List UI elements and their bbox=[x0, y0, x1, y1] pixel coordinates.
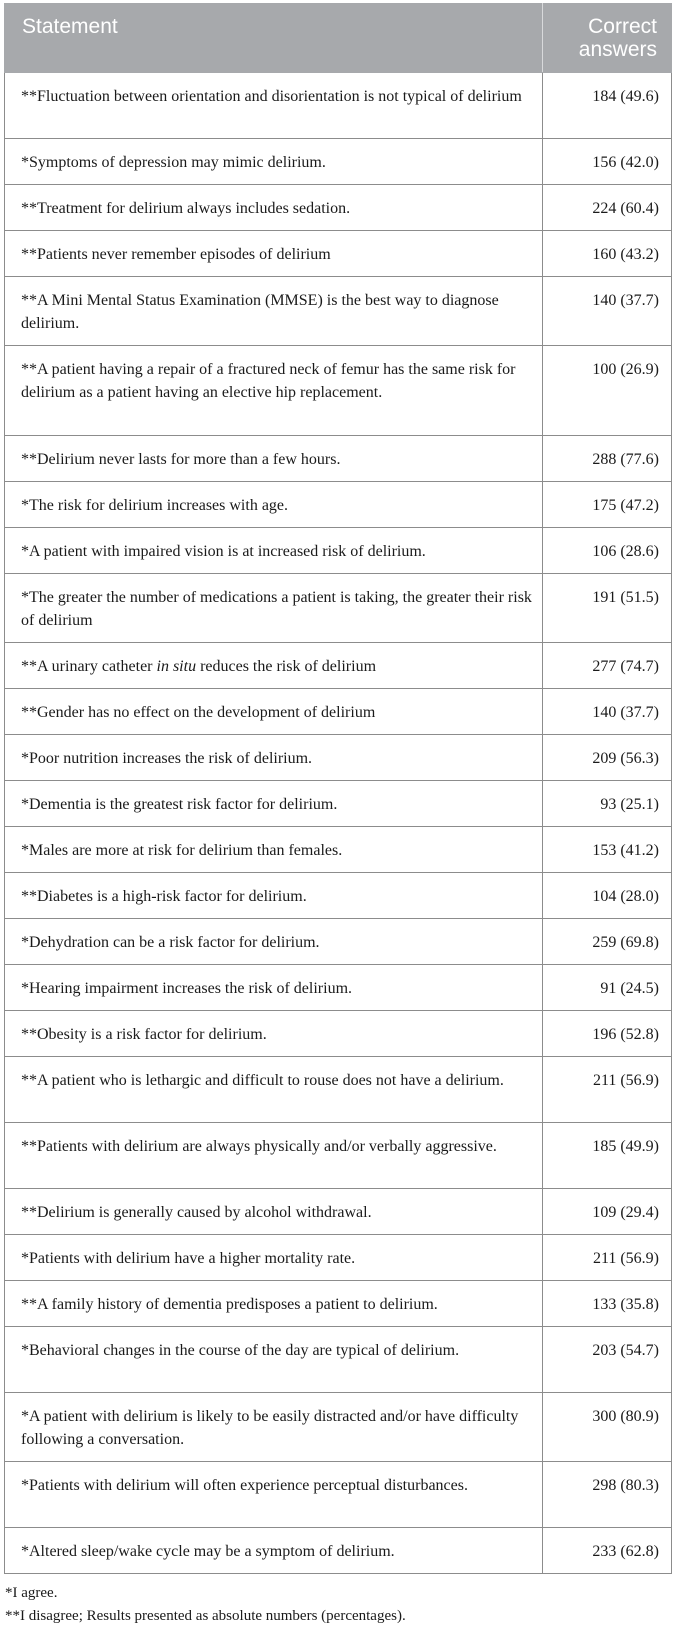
statement-cell: **Patients with delirium are always physically and/or verbally aggressive. bbox=[5, 1123, 543, 1189]
value-cell: 233 (62.8) bbox=[543, 1528, 672, 1574]
statement-cell: **A patient having a repair of a fractured neck of femur has the same risk for delirium as a patient having an elective hip replacement. bbox=[5, 346, 543, 436]
statement-cell: *A patient with delirium is likely to be easily distracted and/or have difficulty following a conversation. bbox=[5, 1393, 543, 1462]
table-row bbox=[5, 1528, 672, 1574]
value-cell: 104 (28.0) bbox=[543, 873, 672, 919]
value-cell: 185 (49.9) bbox=[543, 1123, 672, 1189]
table-row bbox=[5, 1393, 672, 1462]
statement-cell: **Diabetes is a high-risk factor for delirium. bbox=[5, 873, 543, 919]
value-cell: 300 (80.9) bbox=[543, 1393, 672, 1462]
statement-cell: *Hearing impairment increases the risk of delirium. bbox=[5, 965, 543, 1011]
value-cell: 109 (29.4) bbox=[543, 1189, 672, 1235]
table-row bbox=[5, 185, 672, 231]
statement-cell: *Behavioral changes in the course of the day are typical of delirium. bbox=[5, 1327, 543, 1393]
statement-cell: **A patient who is lethargic and difficult to rouse does not have a delirium. bbox=[5, 1057, 543, 1123]
statement-cell: *Poor nutrition increases the risk of delirium. bbox=[5, 735, 543, 781]
table-row bbox=[5, 1057, 672, 1123]
table-row bbox=[5, 643, 672, 689]
table-row bbox=[5, 1123, 672, 1189]
value-cell: 100 (26.9) bbox=[543, 346, 672, 436]
table-row bbox=[5, 574, 672, 643]
statement-cell: *Altered sleep/wake cycle may be a symptom of delirium. bbox=[5, 1528, 543, 1574]
table-row bbox=[5, 436, 672, 482]
header-correct-line2: answers bbox=[578, 38, 657, 61]
table-row bbox=[5, 73, 672, 139]
statement-cell: *A patient with impaired vision is at increased risk of delirium. bbox=[5, 528, 543, 574]
footnote-agree: *I agree. bbox=[5, 1585, 58, 1601]
value-cell: 106 (28.6) bbox=[543, 528, 672, 574]
value-cell: 203 (54.7) bbox=[543, 1327, 672, 1393]
table-row bbox=[5, 1011, 672, 1057]
statement-cell: *Dementia is the greatest risk factor for delirium. bbox=[5, 781, 543, 827]
table-row bbox=[5, 873, 672, 919]
statement-cell bbox=[5, 643, 543, 689]
table-row bbox=[5, 735, 672, 781]
value-cell: 211 (56.9) bbox=[543, 1235, 672, 1281]
table-row bbox=[5, 231, 672, 277]
value-cell: 153 (41.2) bbox=[543, 827, 672, 873]
table-row bbox=[5, 346, 672, 436]
value-cell: 184 (49.6) bbox=[543, 73, 672, 139]
value-cell: 175 (47.2) bbox=[543, 482, 672, 528]
value-cell: 160 (43.2) bbox=[543, 231, 672, 277]
table-row bbox=[5, 781, 672, 827]
statement-cell: **Obesity is a risk factor for delirium. bbox=[5, 1011, 543, 1057]
statement-cell: **Gender has no effect on the development of delirium bbox=[5, 689, 543, 735]
statement-text-post: reduces the risk of delirium bbox=[196, 658, 377, 675]
statement-cell: **Delirium never lasts for more than a few hours. bbox=[5, 436, 543, 482]
table-row bbox=[5, 1189, 672, 1235]
table-row bbox=[5, 1235, 672, 1281]
value-cell: 288 (77.6) bbox=[543, 436, 672, 482]
header-correct-line1: Correct bbox=[588, 15, 657, 38]
value-cell: 91 (24.5) bbox=[543, 965, 672, 1011]
value-cell: 209 (56.3) bbox=[543, 735, 672, 781]
statement-text-pre: **A urinary catheter bbox=[21, 658, 157, 675]
table-footnotes bbox=[4, 1582, 674, 1628]
statement-cell: *The greater the number of medications a patient is taking, the greater their risk of delirium bbox=[5, 574, 543, 643]
table-row bbox=[5, 689, 672, 735]
value-cell: 259 (69.8) bbox=[543, 919, 672, 965]
value-cell: 277 (74.7) bbox=[543, 643, 672, 689]
value-cell: 140 (37.7) bbox=[543, 277, 672, 346]
table-row bbox=[5, 827, 672, 873]
value-cell: 93 (25.1) bbox=[543, 781, 672, 827]
table-row bbox=[5, 139, 672, 185]
statement-cell: *Symptoms of depression may mimic delirium. bbox=[5, 139, 543, 185]
table-row bbox=[5, 1281, 672, 1327]
statement-cell: **A family history of dementia predisposes a patient to delirium. bbox=[5, 1281, 543, 1327]
value-cell: 211 (56.9) bbox=[543, 1057, 672, 1123]
statement-cell: **Patients never remember episodes of delirium bbox=[5, 231, 543, 277]
statement-cell: **Fluctuation between orientation and disorientation is not typical of delirium bbox=[5, 73, 543, 139]
value-cell: 140 (37.7) bbox=[543, 689, 672, 735]
statement-cell: **Delirium is generally caused by alcohol withdrawal. bbox=[5, 1189, 543, 1235]
statement-cell: *Males are more at risk for delirium than females. bbox=[5, 827, 543, 873]
statement-cell: *Patients with delirium have a higher mortality rate. bbox=[5, 1235, 543, 1281]
table-row bbox=[5, 1327, 672, 1393]
value-cell: 224 (60.4) bbox=[543, 185, 672, 231]
value-cell: 191 (51.5) bbox=[543, 574, 672, 643]
table-row bbox=[5, 919, 672, 965]
footnote-disagree: **I disagree; Results presented as absolute numbers (percentages). bbox=[5, 1608, 406, 1624]
header-correct-answers bbox=[543, 4, 672, 73]
value-cell: 156 (42.0) bbox=[543, 139, 672, 185]
header-statement: Statement bbox=[5, 4, 543, 73]
delirium-knowledge-table bbox=[4, 3, 672, 1574]
value-cell: 298 (80.3) bbox=[543, 1462, 672, 1528]
table-header-row bbox=[5, 4, 672, 73]
table-row bbox=[5, 528, 672, 574]
statement-cell: *Dehydration can be a risk factor for delirium. bbox=[5, 919, 543, 965]
table-row bbox=[5, 1462, 672, 1528]
statement-cell: *Patients with delirium will often experience perceptual disturbances. bbox=[5, 1462, 543, 1528]
statement-cell: *The risk for delirium increases with age. bbox=[5, 482, 543, 528]
table-row bbox=[5, 965, 672, 1011]
statement-text-italic: in situ bbox=[156, 658, 197, 675]
value-cell: 196 (52.8) bbox=[543, 1011, 672, 1057]
table-row bbox=[5, 277, 672, 346]
statement-cell: **A Mini Mental Status Examination (MMSE) is the best way to diagnose delirium. bbox=[5, 277, 543, 346]
value-cell: 133 (35.8) bbox=[543, 1281, 672, 1327]
statement-cell: **Treatment for delirium always includes sedation. bbox=[5, 185, 543, 231]
table-row bbox=[5, 482, 672, 528]
